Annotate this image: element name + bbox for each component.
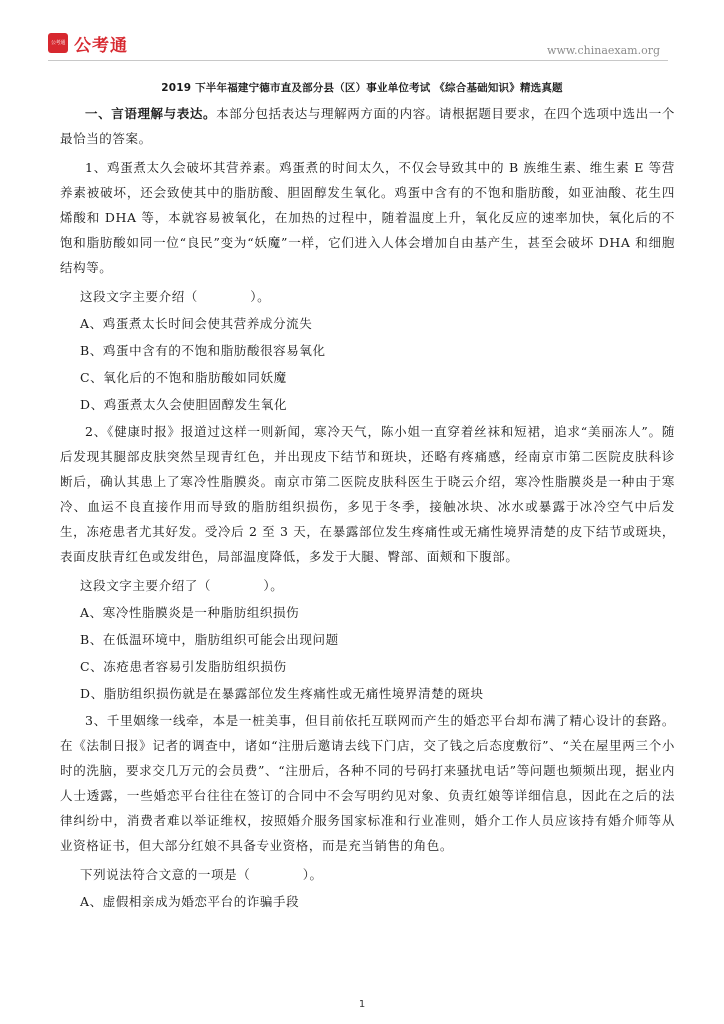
header-divider (48, 60, 668, 61)
option-c: C、冻疮患者容易引发脂肪组织损伤 (80, 659, 287, 674)
option-a: A、虚假相亲成为婚恋平台的诈骗手段 (80, 894, 300, 909)
logo-text: 公考通 (74, 35, 128, 56)
logo[interactable] (48, 32, 128, 54)
document-body (60, 101, 675, 916)
question-passage: 3、千里姻缘一线牵，本是一桩美事，但目前依托互联网而产生的婚恋平台却布满了精心设计的套路。在《法制日报》记者的调查中，诸如“注册后邀请去线下门店，交了钱之后态度敷衍”、“关在屋里两三个小时的洗脑，要求交几万元的会员费”、“注册后，各种不同的号码打来骚扰电话”等问题也频频出现，据业内人士透露，一些婚恋平台往往在签订的合同中不会写明约见对象、负责红娘等详细信息，因此在之后的法律纠纷中，消费者难以举证维权，按照婚介服务国家标准和行业准则，婚介工作人员应该持有婚介师等从业资格证书，但大部分红娘不具备专业资格，而是充当销售的角色。 (60, 713, 675, 853)
section-heading: 一、言语理解与表达。 (85, 106, 217, 121)
option-b: B、鸡蛋中含有的不饱和脂肪酸很容易氧化 (80, 343, 326, 358)
option-d: D、脂肪组织损伤就是在暴露部位发生疼痛性或无痛性境界清楚的斑块 (80, 686, 484, 701)
page-header (0, 0, 724, 62)
section-intro-text: 本部分包括表达与理解两方面的内容。请根据题目要求，在四个选项中选出一个最恰当的答案。 (60, 106, 675, 146)
question-prompt: 这段文字主要介绍了（ ）。 (80, 578, 284, 593)
option-a: A、寒冷性脂膜炎是一种脂肪组织损伤 (80, 605, 300, 620)
document-title: 2019 下半年福建宁德市直及部分县（区）事业单位考试 《综合基础知识》精选真题 (161, 82, 563, 94)
logo-badge-icon: 公考通 (48, 33, 68, 53)
section-intro (60, 101, 675, 151)
option-c: C、氧化后的不饱和脂肪酸如同妖魔 (80, 370, 287, 385)
option-a: A、鸡蛋煮太长时间会使其营养成分流失 (80, 316, 313, 331)
option-b: B、在低温环境中，脂肪组织可能会出现问题 (80, 632, 339, 647)
site-url[interactable]: www.chinaexam.org (547, 44, 660, 57)
option-d: D、鸡蛋煮太久会使胆固醇发生氧化 (80, 397, 288, 412)
question-passage: 1、鸡蛋煮太久会破坏其营养素。鸡蛋煮的时间太久，不仅会导致其中的 B 族维生素、维生素 E 等营养素被破坏，还会致使其中的脂肪酸、胆固醇发生氧化。鸡蛋中含有的不饱和脂肪酸，如亚油酸、花生四烯酸和 DHA 等，本就容易被氧化，在加热的过程中，随着温度上升，氧化反应的速率加快，氧化后的不饱和脂肪酸如同一位“良民”变为“妖魔”一样，它们进入人体会增加自由基产生，甚至会破坏 DHA 和细胞结构等。 (60, 160, 675, 275)
page-number: 1 (358, 999, 366, 1010)
question-passage: 2、《健康时报》报道过这样一则新闻，寒冷天气，陈小姐一直穿着丝袜和短裙，追求“美丽冻人”。随后发现其腿部皮肤突然呈现青红色，并出现皮下结节和斑块，还略有疼痛感，经南京市第二医院皮肤科诊断后，确认其患上了寒冷性脂膜炎。南京市第二医院皮肤科医生于晓云介绍，寒冷性脂膜炎是一种由于寒冷、血运不良直接作用而导致的脂肪组织损伤，多见于冬季，接触冰块、冰水或暴露于冰冷空气中后发生，冻疮患者尤其好发。受冷后 2 至 3 天，在暴露部位发生疼痛性或无痛性境界清楚的皮下结节或斑块，表面皮肤青红色或发绀色，局部温度降低，多发于大腿、臀部、面颊和下腹部。 (60, 424, 675, 564)
question-prompt: 下列说法符合文意的一项是（ ）。 (80, 867, 323, 882)
question-prompt: 这段文字主要介绍（ ）。 (80, 289, 271, 304)
